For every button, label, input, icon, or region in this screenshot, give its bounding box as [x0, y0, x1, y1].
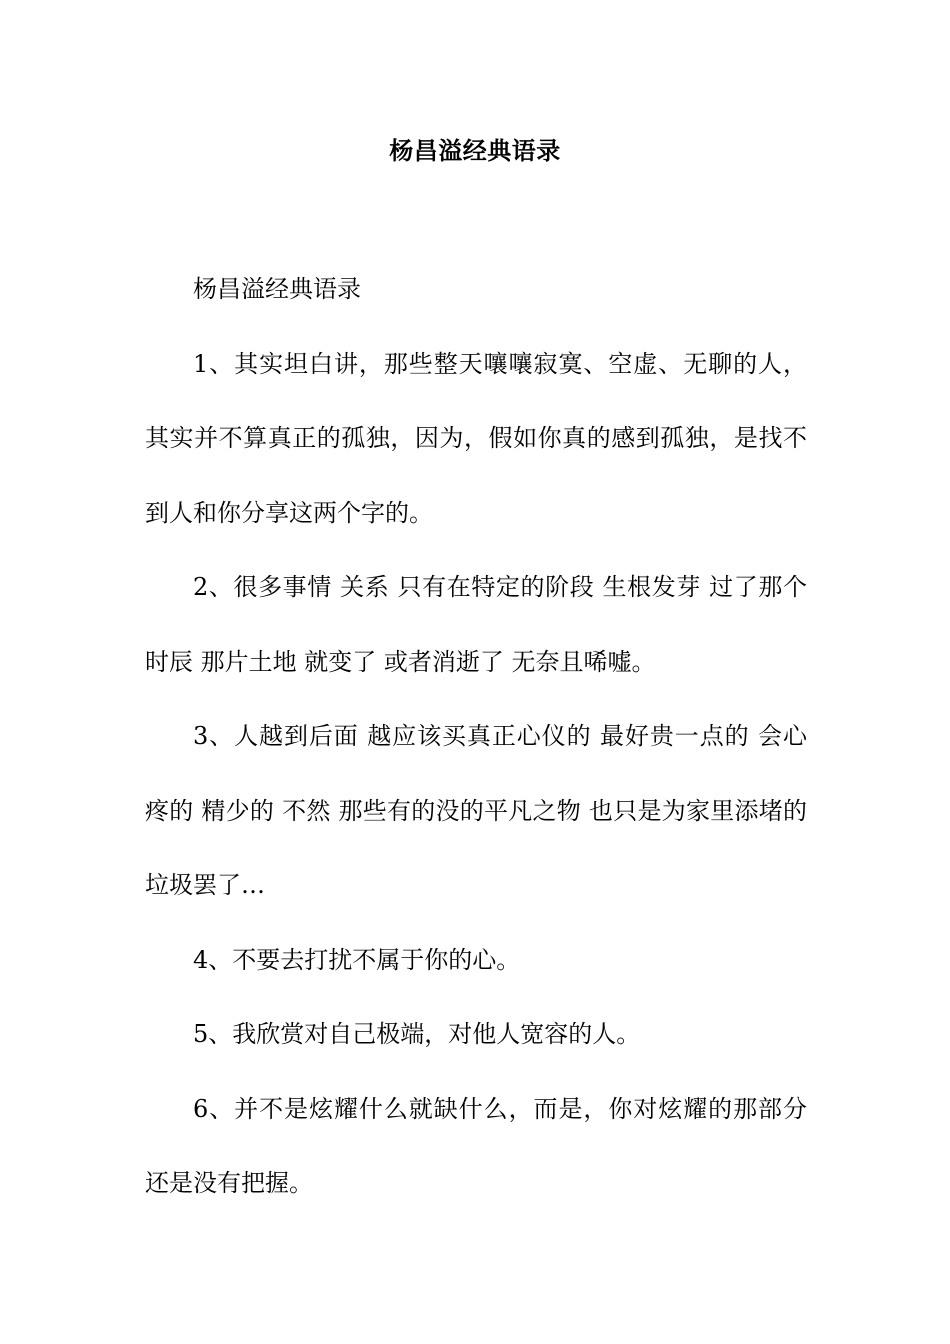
body-heading: 杨昌溢经典语录	[193, 275, 361, 303]
document-title: 杨昌溢经典语录	[389, 136, 561, 165]
quote-6: 6、并不是炫耀什么就缺什么，而是，你对炫耀的那部分还是没有把握。	[145, 1094, 807, 1197]
quote-4: 4、不要去打扰不属于你的心。	[193, 945, 521, 974]
quote-5: 5、我欣赏对自己极端，对他人宽容的人。	[193, 1020, 641, 1048]
document-body	[145, 252, 807, 1221]
quote-1: 1、其实坦白讲，那些整天嚷嚷寂寞、空虚、无聊的人，其实并不算真正的孤独，因为，假如你真的感到孤独，是找不到人和你分享这两个字的。	[145, 349, 807, 527]
quote-2: 2、很多事情 关系 只有在特定的阶段 生根发芽 过了那个时辰 那片土地 就变了 或者消逝了 无奈且唏嘘。	[145, 573, 807, 676]
quote-3: 3、人越到后面 越应该买真正心仪的 最好贵一点的 会心疼的 精少的 不然 那些有的没的平凡之物 也只是为家里添堵的垃圾罢了…	[145, 722, 807, 899]
